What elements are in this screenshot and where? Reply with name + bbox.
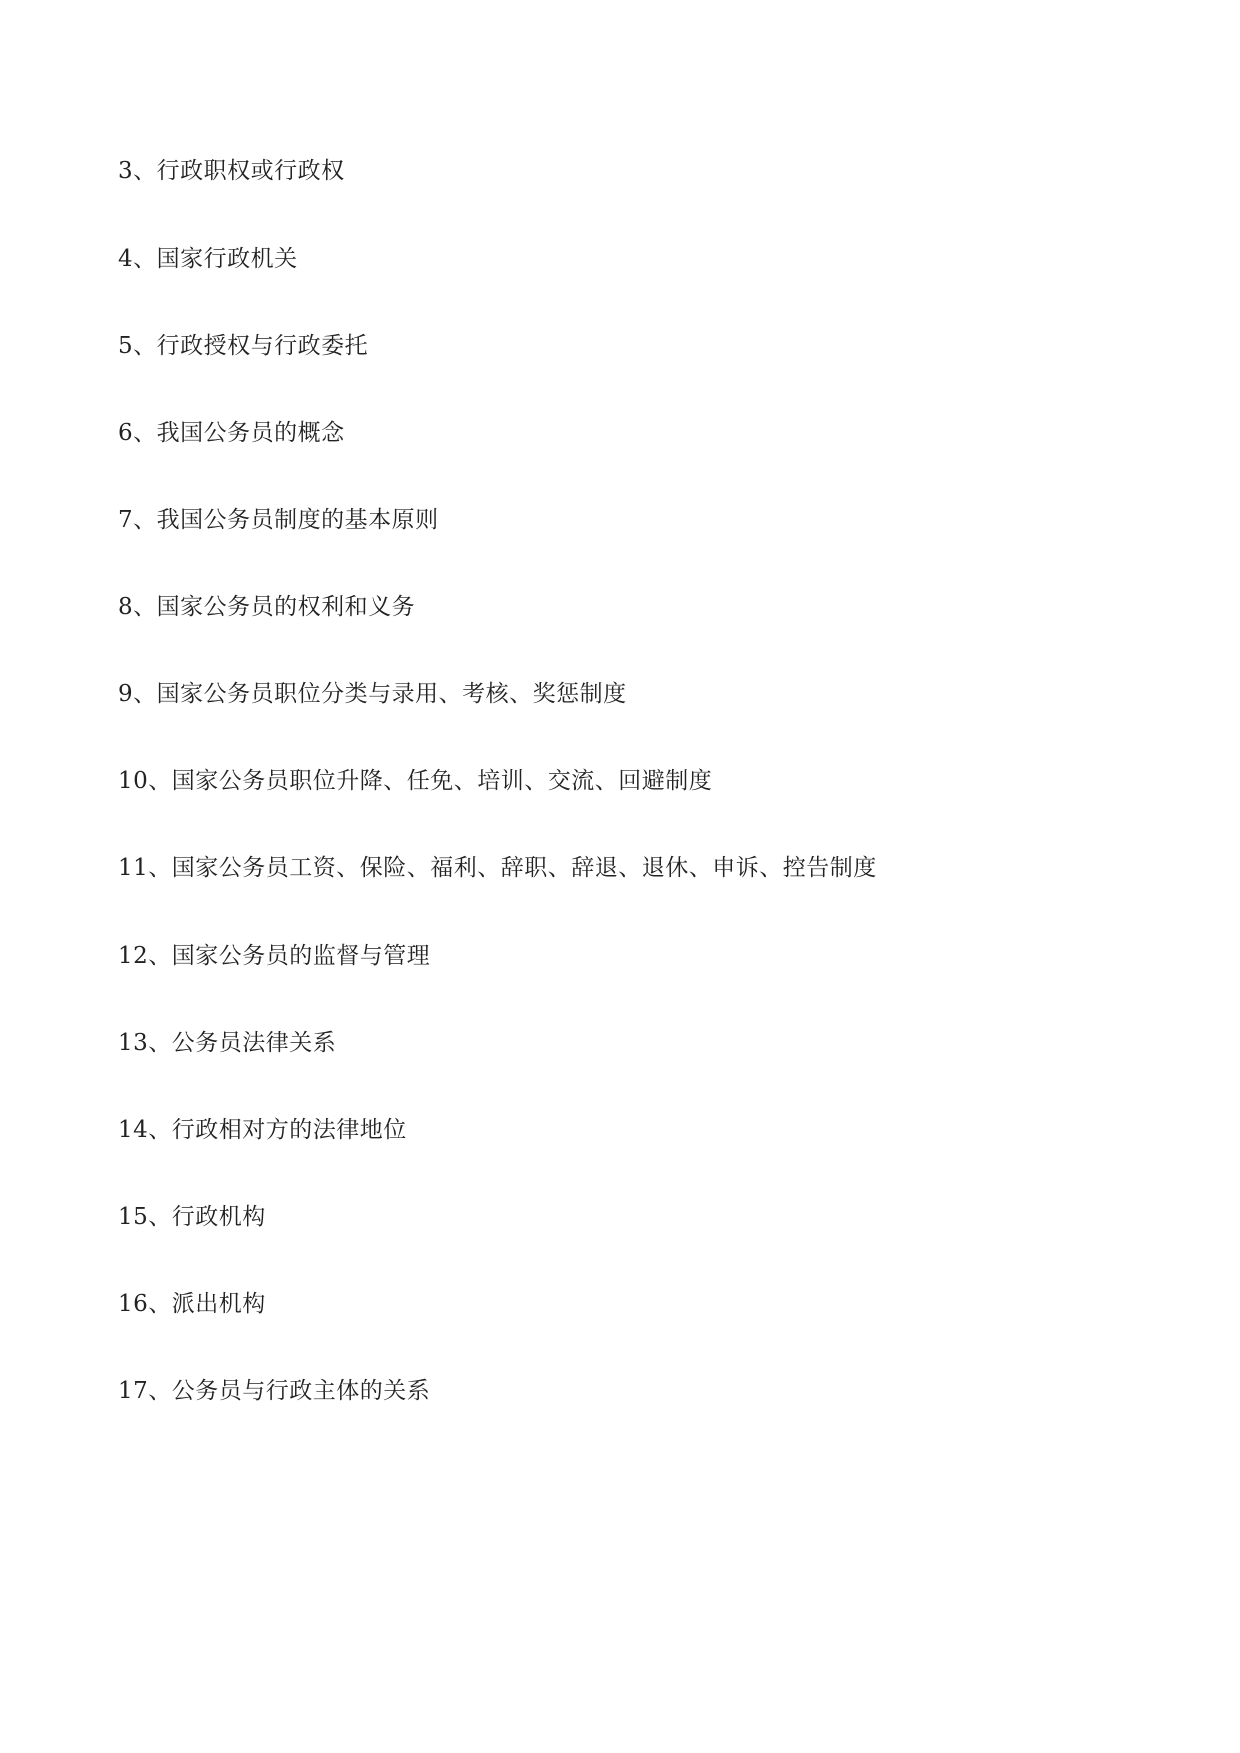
list-item: 12、国家公务员的监督与管理 bbox=[118, 943, 431, 969]
list-item: 8、国家公务员的权利和义务 bbox=[118, 594, 416, 620]
list-item: 17、公务员与行政主体的关系 bbox=[118, 1378, 431, 1404]
list-item: 15、行政机构 bbox=[118, 1204, 266, 1230]
list-item: 10、国家公务员职位升降、任免、培训、交流、回避制度 bbox=[118, 768, 713, 794]
list-item: 16、派出机构 bbox=[118, 1291, 266, 1317]
list-item: 4、国家行政机关 bbox=[118, 246, 298, 272]
list-item: 9、国家公务员职位分类与录用、考核、奖惩制度 bbox=[118, 681, 627, 707]
list-item: 3、行政职权或行政权 bbox=[118, 158, 345, 184]
list-item: 6、我国公务员的概念 bbox=[118, 420, 345, 446]
list-item: 7、我国公务员制度的基本原则 bbox=[118, 507, 439, 533]
list-item: 13、公务员法律关系 bbox=[118, 1030, 337, 1056]
list-item: 14、行政相对方的法律地位 bbox=[118, 1117, 407, 1143]
list-item: 11、国家公务员工资、保险、福利、辞职、辞退、退休、申诉、控告制度 bbox=[118, 855, 877, 881]
list-item: 5、行政授权与行政委托 bbox=[118, 333, 369, 359]
